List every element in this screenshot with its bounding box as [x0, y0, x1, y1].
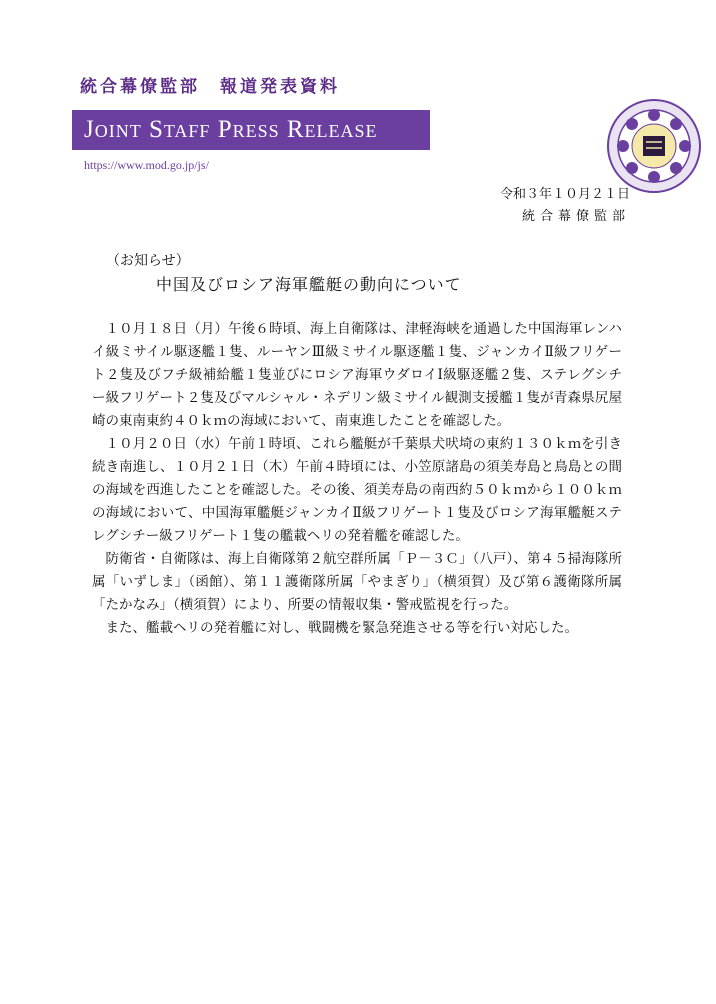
document-body — [92, 318, 622, 640]
press-release-banner: Joint Staff Press Release — [72, 110, 430, 150]
paragraph: １０月２０日（水）午前１時頃、これら艦艇が千葉県犬吠埼の東約１３０ｋｍを引き続き南進し、１０月２１日（木）午前４時頃には、小笠原諸島の須美寿島と鳥島との間の海域を西進したことを確認した。その後、須美寿島の南西約５０ｋｍから１００ｋｍの海域において、中国海軍艦艇ジャンカイⅡ級フリゲート１隻及びロシア海軍艦艇ステレグシチー級フリゲート１隻の艦載ヘリの発着艦を確認した。 — [92, 436, 622, 544]
joint-staff-seal-icon — [606, 98, 702, 194]
paragraph: １０月１８日（月）午後６時頃、海上自衛隊は、津軽海峡を通過した中国海軍レンハイ級ミサイル駆逐艦１隻、ルーヤンⅢ級ミサイル駆逐艦１隻、ジャンカイⅡ級フリゲート２隻及びフチ級補給艦１隻並びにロシア海軍ウダロイⅠ級駆逐艦２隻、ステレグシチー級フリゲート２隻及びマルシャル・ネデリン級ミサイル観測支援艦１隻が青森県尻屋崎の東南東約４０ｋｍの海域において、南東進したことを確認した。 — [92, 321, 622, 429]
notice-label: （お知らせ） — [106, 253, 190, 269]
release-date: 令和３年１０月２１日 — [499, 187, 630, 202]
paragraph: また、艦載ヘリの発着艦に対し、戦闘機を緊急発進させる等を行い対応した。 — [105, 620, 578, 636]
website-link[interactable]: https://www.mod.go.jp/js/ — [84, 158, 209, 172]
document-title: 中国及びロシア海軍艦艇の動向について — [156, 275, 462, 294]
paragraph: 防衛省・自衛隊は、海上自衛隊第２航空群所属「Ｐ－３Ｃ」（八戸）、第４５掃海隊所属「いずしま」（函館）、第１１護衛隊所属「やまぎり」（横須賀）及び第６護衛隊所属「たかなみ」（横須賀）により、所要の情報収集・警戒監視を行った。 — [92, 551, 622, 613]
issuing-organization: 統合幕僚監部 — [521, 209, 630, 224]
press-release-heading: 統合幕僚監部 報道発表資料 — [80, 77, 340, 97]
